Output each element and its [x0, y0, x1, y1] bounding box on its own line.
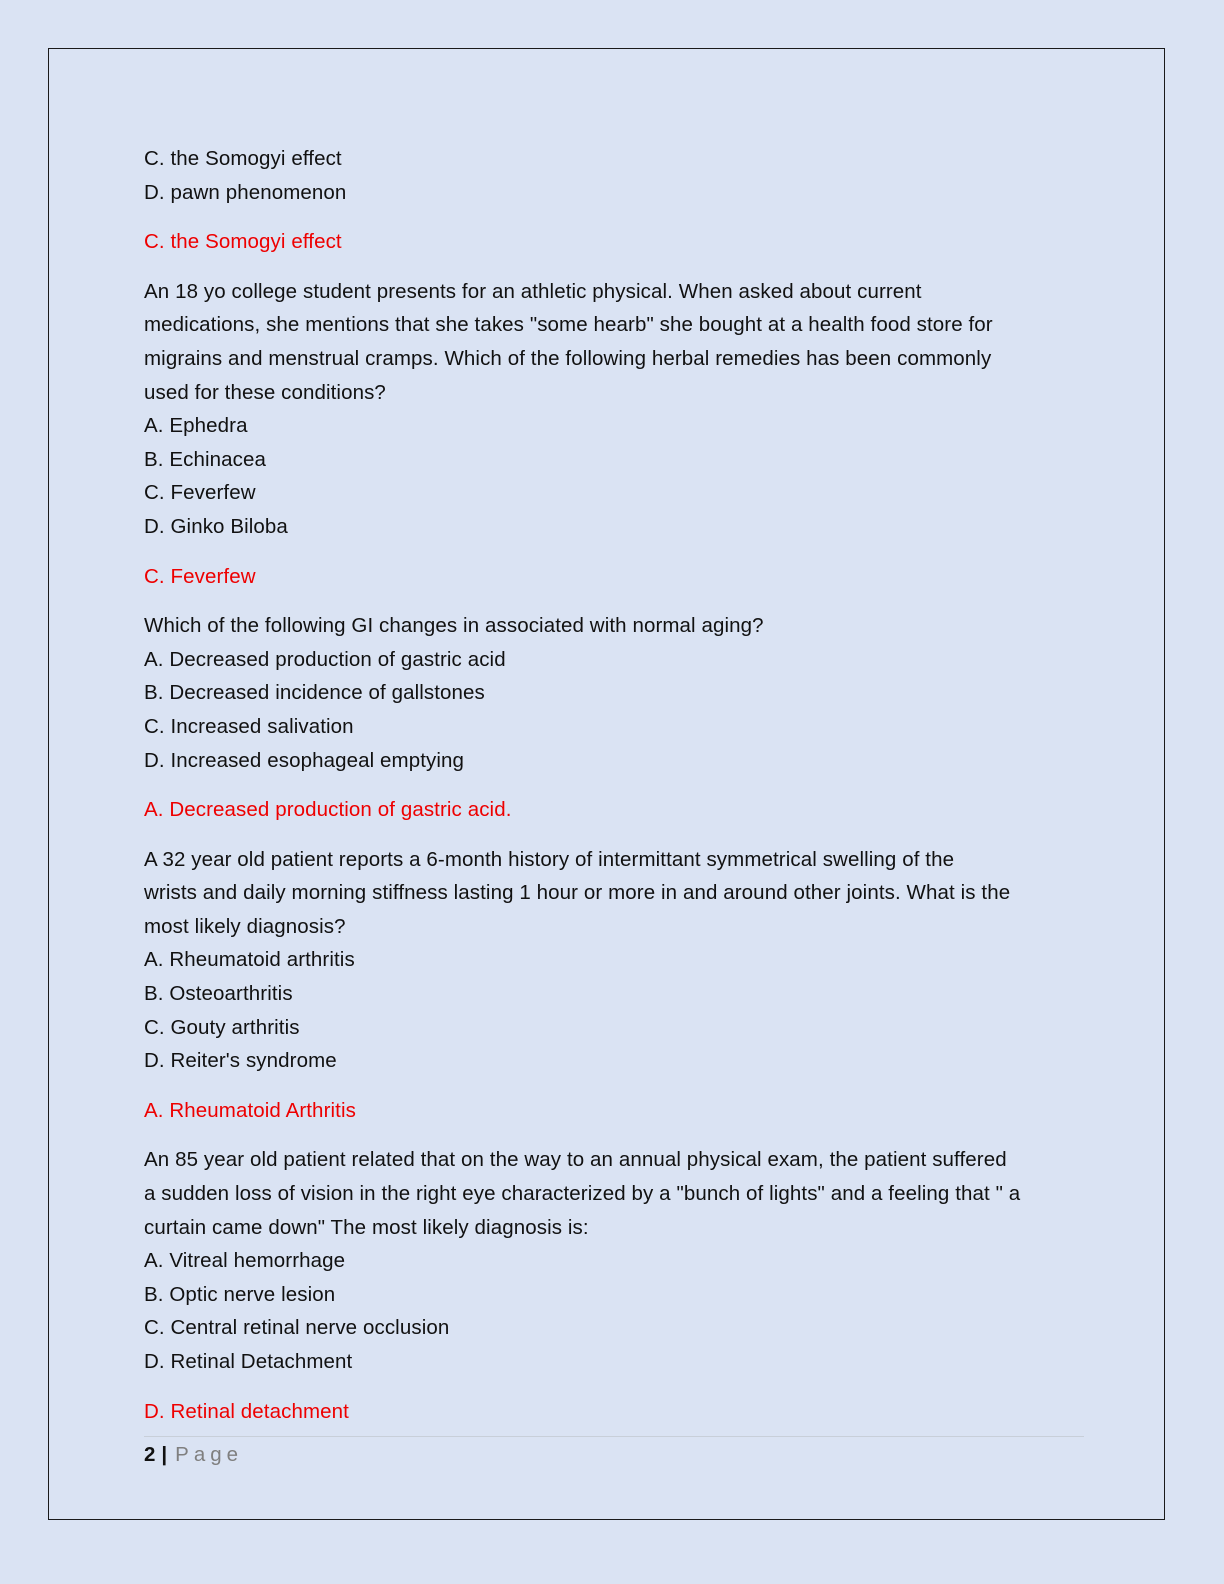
option-line: D. Retinal Detachment — [144, 1350, 353, 1373]
answer-2: A. Decreased production of gastric acid. — [144, 798, 512, 822]
question-3 — [144, 843, 1084, 1078]
option-line: A. Rheumatoid arthritis — [144, 948, 355, 972]
question-0-options — [144, 142, 1084, 209]
answer-0: C. the Somogyi effect — [144, 230, 342, 254]
page-label: Page — [175, 1443, 244, 1466]
question-stem-line: a sudden loss of vision in the right eye characterized by a "bunch of lights" and a feeling that " a — [144, 1182, 1021, 1206]
page-number: 2 — [144, 1443, 156, 1466]
question-stem-line: An 85 year old patient related that on the way to an annual physical exam, the patient suffered — [144, 1148, 1007, 1172]
option-line: B. Echinacea — [144, 447, 266, 471]
option-line: B. Decreased incidence of gallstones — [144, 681, 485, 705]
footer-separator: | — [161, 1443, 168, 1466]
option-line: C. the Somogyi effect — [144, 147, 342, 170]
option-line: D. Increased esophageal emptying — [144, 748, 465, 772]
question-stem-line: A 32 year old patient reports a 6-month history of intermittant symmetrical swelling of the — [144, 847, 955, 871]
question-stem-line: wrists and daily morning stiffness lasting 1 hour or more in and around other joints. What is the — [144, 881, 1011, 905]
option-line: D. Ginko Biloba — [144, 514, 288, 538]
question-stem-line: curtain came down" The most likely diagnosis is: — [144, 1215, 589, 1239]
page-footer — [144, 1436, 1084, 1469]
option-line: D. Reiter's syndrome — [144, 1049, 337, 1073]
question-stem-line: migrains and menstrual cramps. Which of the following herbal remedies has been commonly — [144, 346, 992, 370]
option-line: A. Decreased production of gastric acid — [144, 647, 506, 671]
option-line: B. Optic nerve lesion — [144, 1282, 336, 1306]
answer-4: D. Retinal detachment — [144, 1399, 349, 1423]
question-4 — [144, 1143, 1084, 1378]
option-line: C. Feverfew — [144, 481, 256, 505]
answer-3: A. Rheumatoid Arthritis — [144, 1098, 356, 1122]
question-1 — [144, 275, 1084, 544]
option-line: C. Gouty arthritis — [144, 1015, 300, 1039]
option-line: C. Increased salivation — [144, 714, 354, 738]
answer-1: C. Feverfew — [144, 564, 256, 588]
option-line: A. Ephedra — [144, 414, 248, 438]
question-stem-line: An 18 yo college student presents for an athletic physical. When asked about current — [144, 279, 922, 303]
option-line: A. Vitreal hemorrhage — [144, 1249, 346, 1273]
document-body — [144, 142, 1084, 1428]
option-line: D. pawn phenomenon — [144, 180, 347, 204]
option-line: C. Central retinal nerve occlusion — [144, 1316, 450, 1340]
question-stem-line: used for these conditions? — [144, 380, 386, 404]
question-stem-line: Which of the following GI changes in associated with normal aging? — [144, 614, 764, 638]
question-2 — [144, 609, 1084, 777]
question-stem-line: medications, she mentions that she takes "some hearb" she bought at a health food store for — [144, 313, 993, 337]
option-line: B. Osteoarthritis — [144, 982, 293, 1006]
question-stem-line: most likely diagnosis? — [144, 914, 346, 938]
